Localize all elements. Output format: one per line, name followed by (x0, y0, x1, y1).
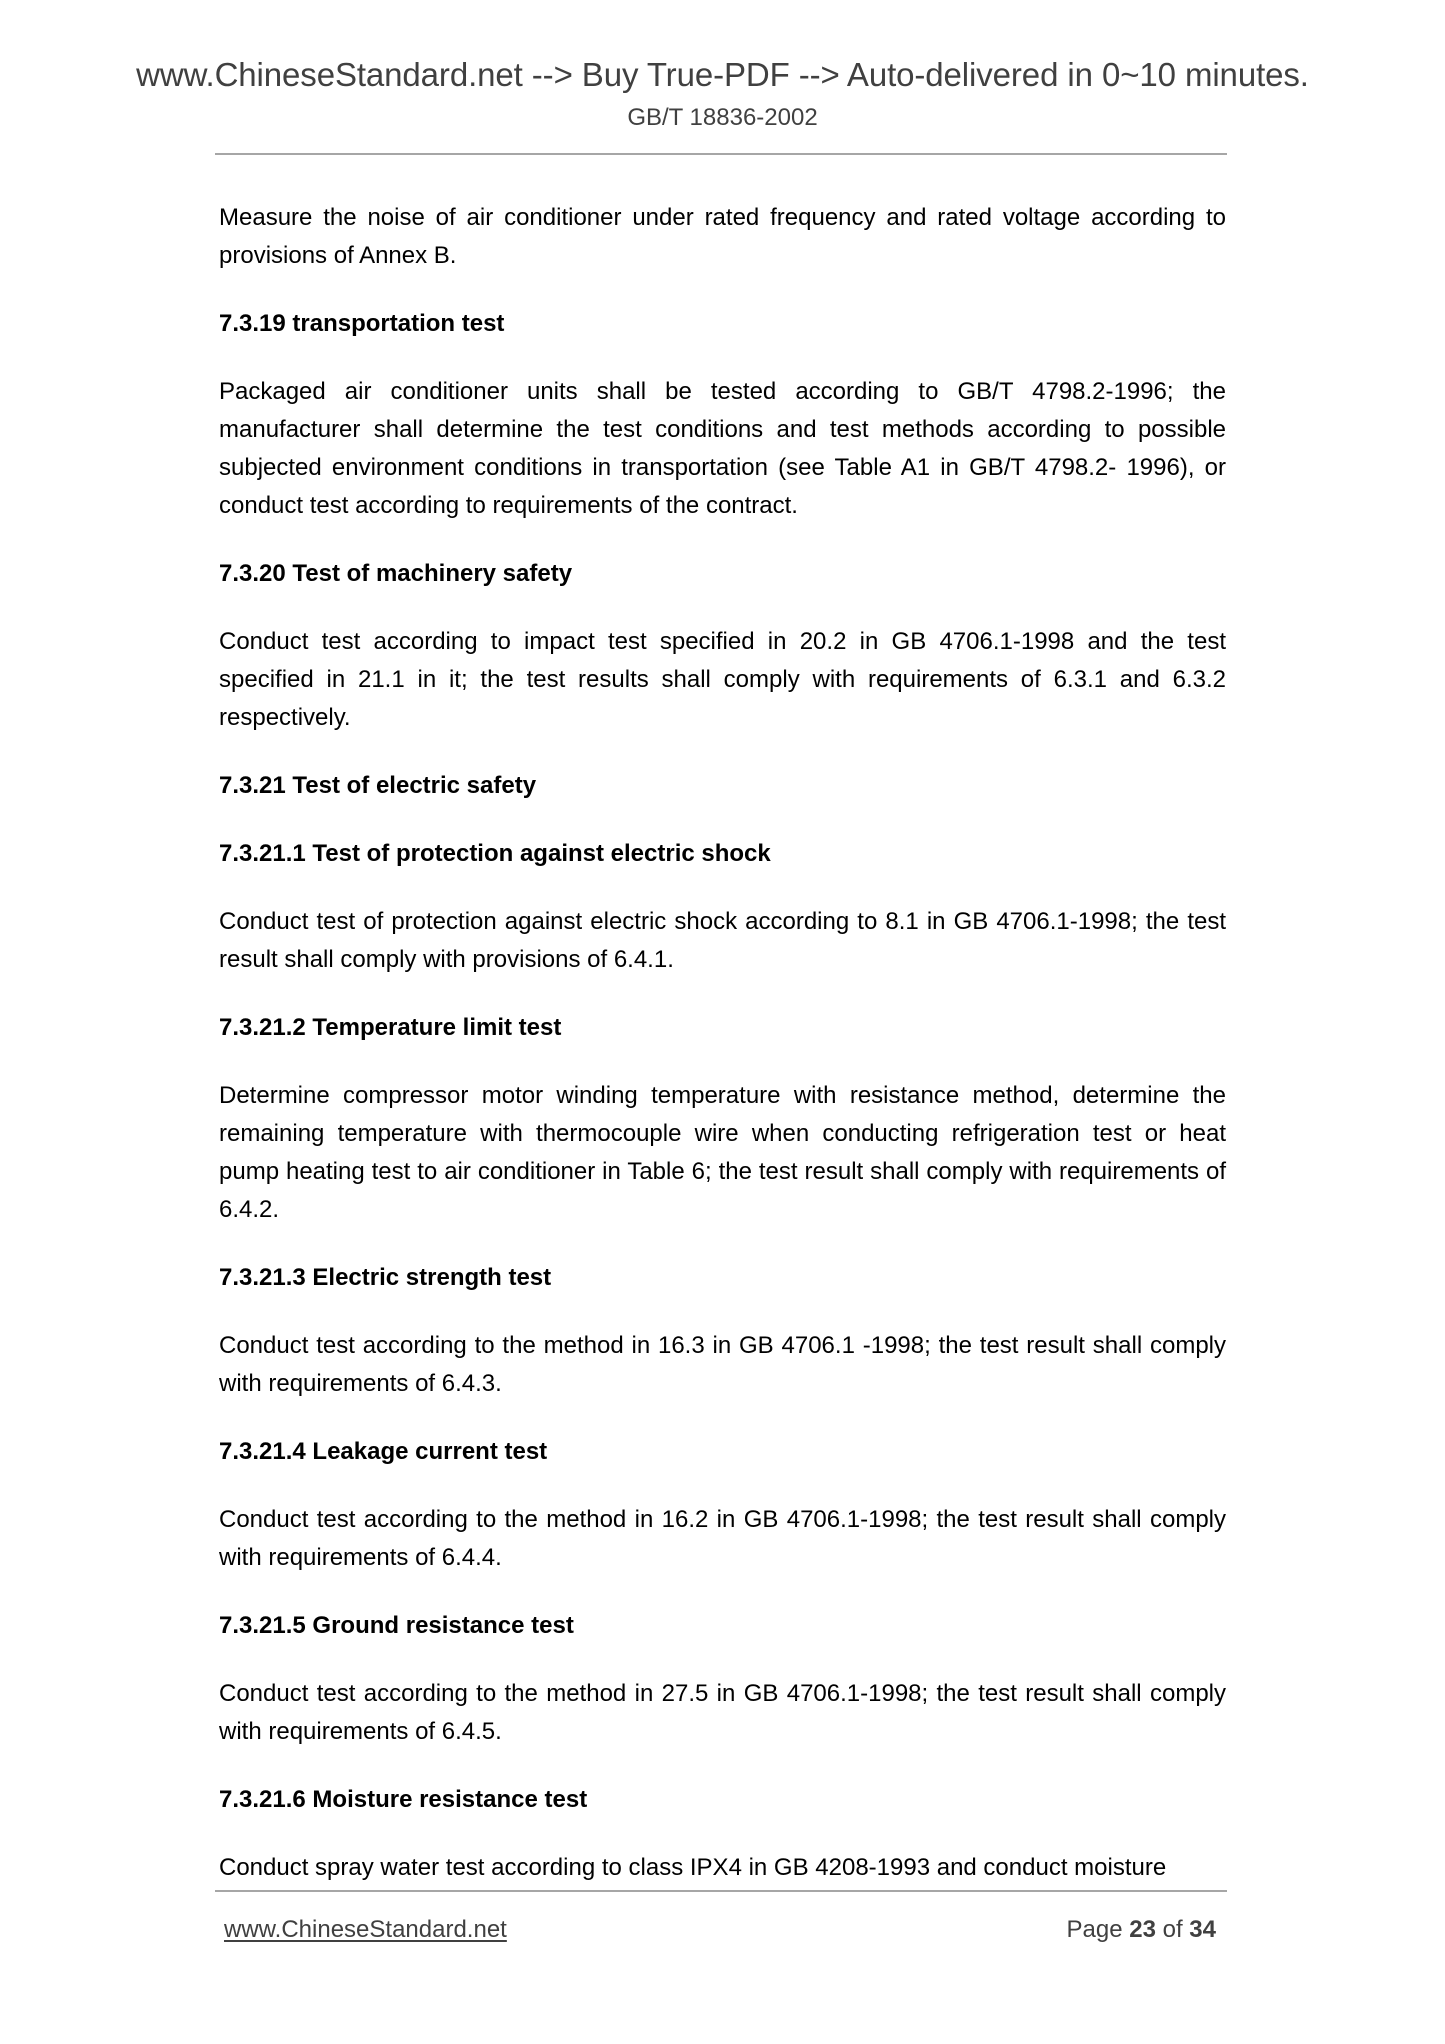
paragraph-leakage-current: Conduct test according to the method in 16.2 in GB 4706.1-1998; the test result shall comply with requirements of 6.4.4. (219, 1506, 1226, 1571)
paragraph-noise-measurement: Measure the noise of air conditioner under rated frequency and rated voltage according to provisions of Annex B. (219, 204, 1226, 269)
paragraph-moisture-resistance: Conduct spray water test according to class IPX4 in GB 4208-1993 and conduct moisture (219, 1854, 1167, 1881)
paragraph-transportation-test: Packaged air conditioner units shall be tested according to GB/T 4798.2-1996; the manufacturer shall determine the test conditions and test methods according to possible subjected environment conditions in transportation (see Table A1 in GB/T 4798.2- 1996), or conduct test according to requirements of the contract. (219, 378, 1226, 519)
paragraph-temperature-limit: Determine compressor motor winding temperature with resistance method, determine the remaining temperature with thermocouple wire when conducting refrigeration test or heat pump heating test to air conditioner in Table 6; the test result shall comply with requirements of 6.4.2. (219, 1082, 1226, 1223)
heading-7-3-21-1: 7.3.21.1 Test of protection against electric shock (219, 840, 771, 867)
page-indicator (1067, 1916, 1217, 1944)
footer-divider (215, 1890, 1227, 1892)
page-of: of (1162, 1916, 1183, 1943)
document-body (219, 199, 1226, 1917)
heading-7-3-21: 7.3.21 Test of electric safety (219, 772, 537, 799)
paragraph-electric-shock: Conduct test of protection against electric shock according to 8.1 in GB 4706.1-1998; the test result shall comply with provisions of 6.4.1. (219, 908, 1226, 973)
standard-code: GB/T 18836-2002 (627, 104, 818, 131)
paragraph-electric-strength: Conduct test according to the method in 16.3 in GB 4706.1 -1998; the test result shall comply with requirements of 6.4.3. (219, 1332, 1226, 1397)
heading-7-3-21-4: 7.3.21.4 Leakage current test (219, 1438, 548, 1465)
heading-7-3-20: 7.3.20 Test of machinery safety (219, 560, 573, 587)
header-banner: www.ChineseStandard.net --> Buy True-PDF --> Auto-delivered in 0~10 minutes. (136, 56, 1309, 93)
header-divider (215, 153, 1227, 155)
footer-site-link[interactable]: www.ChineseStandard.net (224, 1916, 507, 1943)
heading-7-3-19: 7.3.19 transportation test (219, 310, 505, 337)
page-total: 34 (1189, 1916, 1216, 1943)
heading-7-3-21-5: 7.3.21.5 Ground resistance test (219, 1612, 574, 1639)
page-current: 23 (1129, 1916, 1156, 1943)
paragraph-ground-resistance: Conduct test according to the method in 27.5 in GB 4706.1-1998; the test result shall comply with requirements of 6.4.5. (219, 1680, 1226, 1745)
heading-7-3-21-6: 7.3.21.6 Moisture resistance test (219, 1786, 588, 1813)
page-prefix: Page (1066, 1916, 1123, 1943)
heading-7-3-21-2: 7.3.21.2 Temperature limit test (219, 1014, 562, 1041)
heading-7-3-21-3: 7.3.21.3 Electric strength test (219, 1264, 552, 1291)
paragraph-machinery-safety: Conduct test according to impact test specified in 20.2 in GB 4706.1-1998 and the test specified in 21.1 in it; the test results shall comply with requirements of 6.3.1 and 6.3.2 respectively. (219, 628, 1226, 731)
